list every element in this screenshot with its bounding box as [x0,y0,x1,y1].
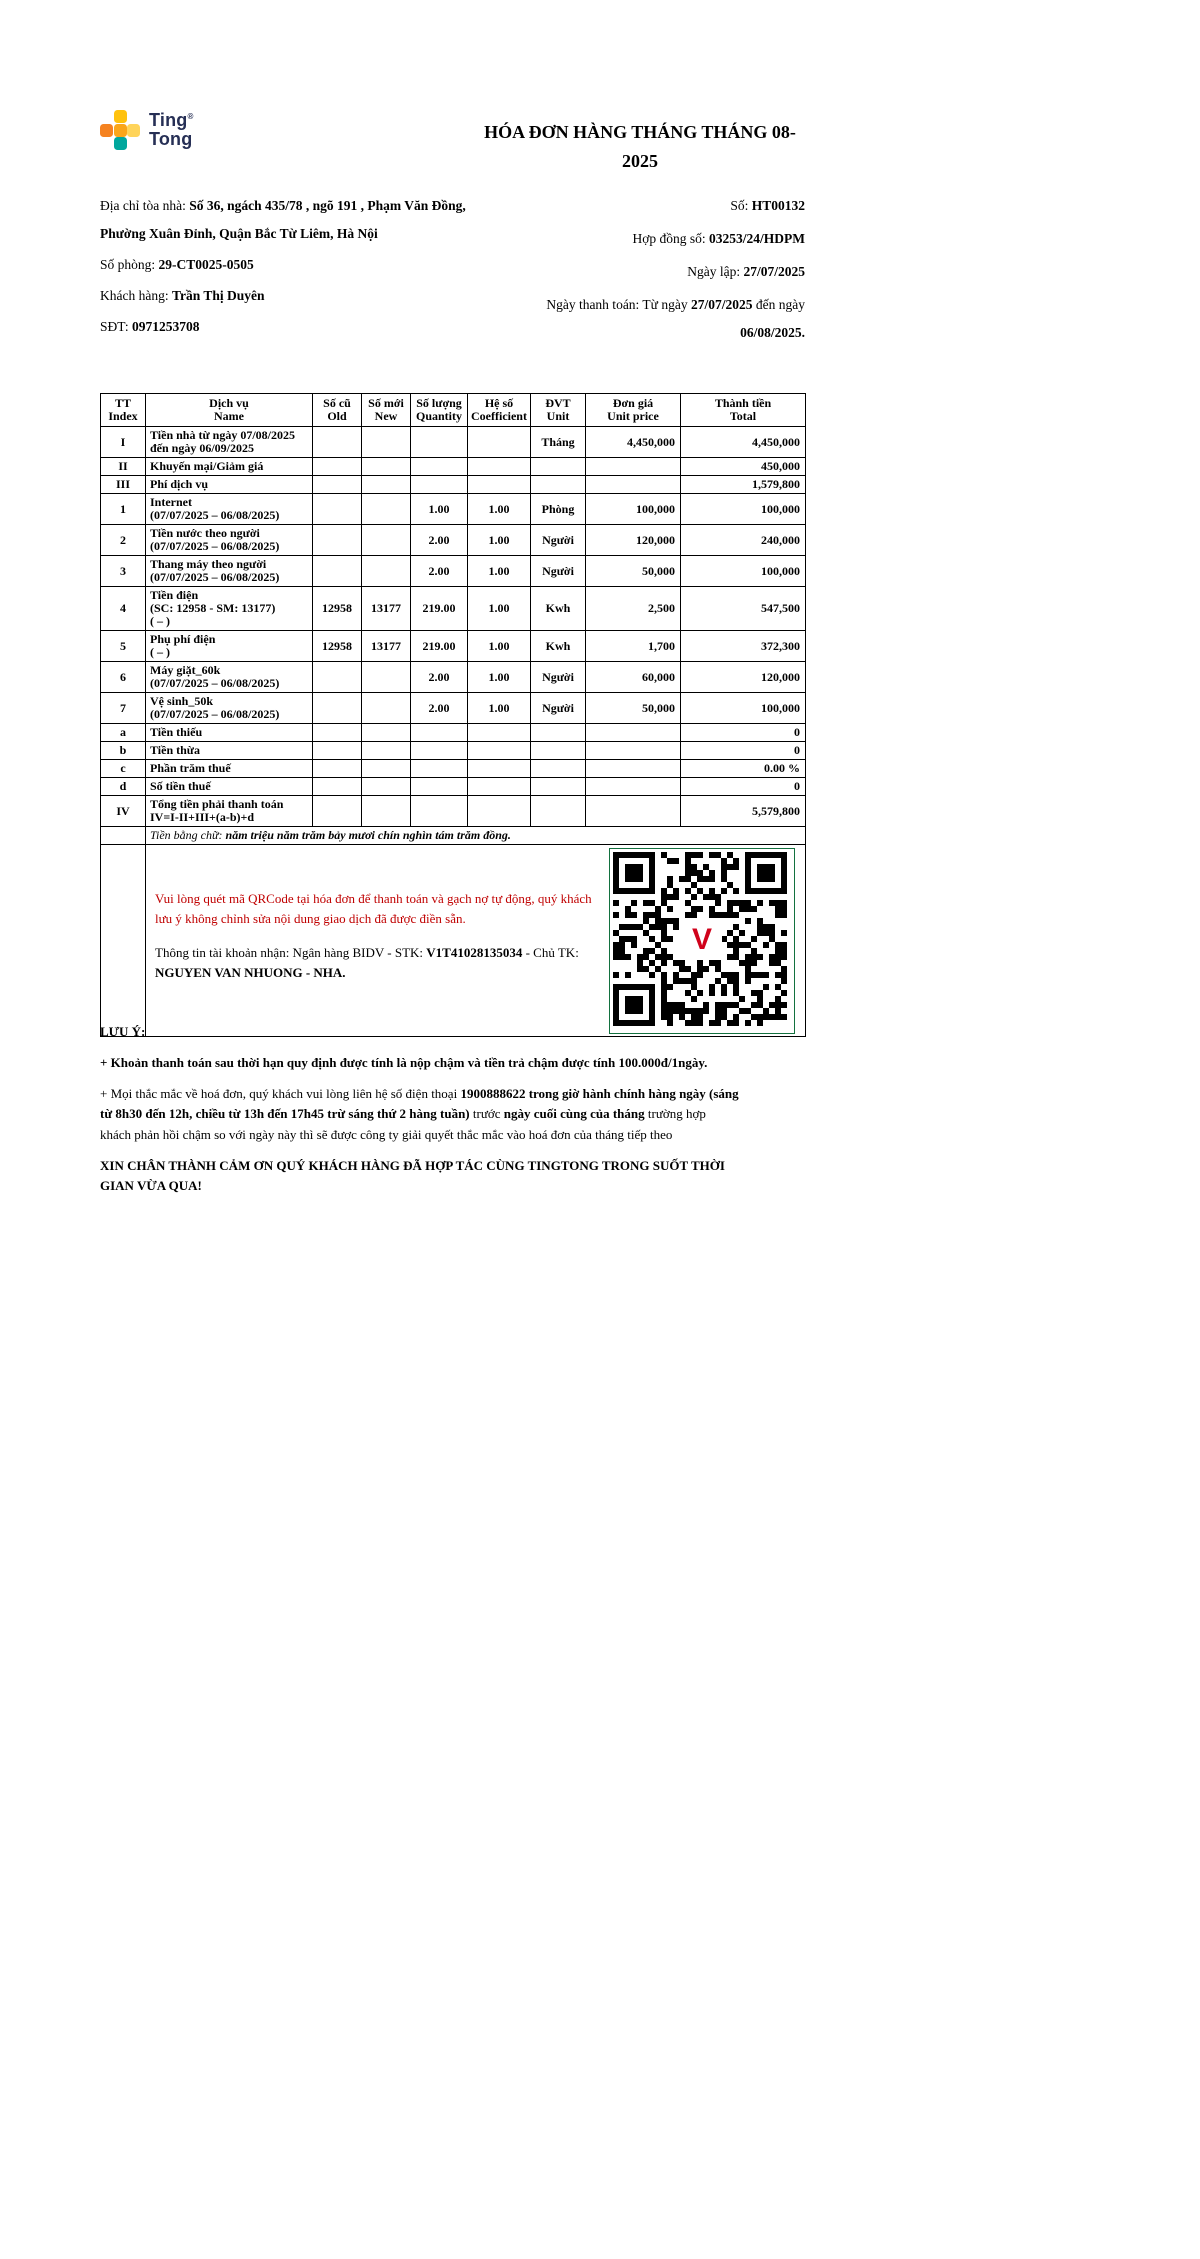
hotline-note-segment: trước [469,1106,504,1122]
cell-new [362,556,411,587]
customer-name-label: Khách hàng: [100,288,172,303]
table-row [101,693,806,724]
cell-price: 50,000 [586,693,681,724]
cell-total: 0 [681,778,806,796]
cell-old [313,494,362,525]
cell-name [146,662,313,693]
service-name-line: Phụ phí điện [150,632,216,646]
logo-line1-wrap [149,111,194,130]
hotline-note-segment: 1900888622 trong giờ hành chính hàng ngày (sáng từ 8h30 đến 12h, chiều từ 13h đến 17h45 trừ sáng thứ 2 hàng tuần) [100,1086,739,1122]
cell-unit: Kwh [531,631,586,662]
column-header-old: Số cũ Old [313,394,362,427]
service-name-line: Internet [150,495,192,509]
late-payment-note: + Khoản thanh toán sau thời hạn quy định được tính là nộp chậm và tiền trả chậm được tính 100.000đ/1ngày. [100,1055,708,1071]
cell-new [362,693,411,724]
cell-coef [468,760,531,778]
cell-new [362,525,411,556]
table-row [101,556,806,587]
table-row [101,662,806,693]
logo-line2: Tong [149,129,193,149]
cell-qty [411,742,468,760]
qr-payment-section [146,845,806,1037]
cell-new [362,427,411,458]
service-name-line: Tiền nước theo người [150,526,260,540]
table-row [101,778,806,796]
cell-new [362,476,411,494]
service-name-line: ( – ) [150,614,170,628]
service-name-line: Tổng tiền phải thanh toán [150,797,284,811]
room-number-label: Số phòng: [100,257,159,272]
cell-coef: 1.00 [468,525,531,556]
cell-total: 5,579,800 [681,796,806,827]
building-address [100,192,495,248]
cell-new [362,494,411,525]
payment-period-label: Ngày thanh toán: Từ ngày [546,297,691,312]
service-name-line: Tiền thiếu [150,725,203,739]
service-name-line: ( – ) [150,645,170,659]
cell-old: 12958 [313,631,362,662]
payment-to-date: 06/08/2025. [740,325,805,340]
invoice-title: HÓA ĐƠN HÀNG THÁNG THÁNG 08-2025 [484,122,796,171]
cell-tt: a [101,724,146,742]
contract-number-value: 03253/24/HDPM [709,231,805,246]
cell-qty [411,427,468,458]
qr-text-block [155,889,605,984]
cell-new [362,662,411,693]
registered-mark: ® [187,112,194,122]
cell-coef: 1.00 [468,587,531,631]
cell-tt: III [101,476,146,494]
column-header-coef: Hệ số Coefficient [468,394,531,427]
building-address-label: Địa chỉ tòa nhà: [100,198,190,213]
cell-total: 100,000 [681,693,806,724]
service-name-line: Khuyến mại/Giảm giá [150,459,264,473]
logo-petal-bottom [114,137,127,150]
cell-old [313,796,362,827]
customer-name-value: Trần Thị Duyên [171,288,265,303]
cell-total: 100,000 [681,556,806,587]
cell-name [146,476,313,494]
cell-total: 372,300 [681,631,806,662]
hotline-note [100,1084,740,1144]
cell-total: 4,450,000 [681,427,806,458]
column-header-name: Dịch vụ Name [146,394,313,427]
cell-new [362,742,411,760]
cell-price: 50,000 [586,556,681,587]
cell-unit: Người [531,662,586,693]
logo-petal-right [127,124,140,137]
phone-number [100,313,495,341]
cell-new [362,796,411,827]
hotline-note-segment: trường hợp khách phản hồi chậm so với ngày này thì sẽ được công ty giải quyết thắc mắc vào hoá đơn của tháng tiếp theo [100,1106,706,1142]
invoice-table [100,393,806,1037]
cell-unit [531,742,586,760]
cell-qty [411,760,468,778]
logo-line1: Ting [149,110,188,131]
contract-number-label: Hợp đồng số: [632,231,709,246]
footer-notes [100,1022,740,1207]
cell-tt: II [101,458,146,476]
cell-qty [411,476,468,494]
cell-name [146,742,313,760]
cell-tt-empty [101,845,146,1037]
cell-new: 13177 [362,631,411,662]
cell-old [313,458,362,476]
cell-qty [411,778,468,796]
column-header-new: Số mới New [362,394,411,427]
cell-qty [411,796,468,827]
cell-price [586,724,681,742]
cell-coef: 1.00 [468,631,531,662]
qr-code [609,848,795,1034]
cell-total: 1,579,800 [681,476,806,494]
service-name-line: Tiền điện [150,588,199,602]
cell-total: 450,000 [681,458,806,476]
service-name-line: đến ngày 06/09/2025 [150,441,255,455]
cell-unit: Tháng [531,427,586,458]
logo-petal-top [114,110,127,123]
service-name-line: Tiền thừa [150,743,200,757]
invoice-number-label: Số: [730,198,752,213]
cell-price [586,458,681,476]
cell-tt: 7 [101,693,146,724]
thanks-note: XIN CHÂN THÀNH CẢM ƠN QUÝ KHÁCH HÀNG ĐÃ HỢP TÁC CÙNG TINGTONG TRONG SUỐT THỜI GIAN VỪA QUA! [100,1157,725,1193]
cell-coef [468,742,531,760]
cell-name [146,556,313,587]
service-name-line: Thang máy theo người [150,557,267,571]
cell-unit: Kwh [531,587,586,631]
cell-unit: Người [531,693,586,724]
cell-coef [468,458,531,476]
cell-price [586,742,681,760]
cell-unit: Người [531,556,586,587]
phone-number-value: 0971253708 [131,319,200,334]
account-mid: - Chủ TK: [522,945,579,961]
cell-coef: 1.00 [468,662,531,693]
table-footer-rows [101,827,806,1037]
table-header [101,394,806,427]
cell-coef: 1.00 [468,693,531,724]
cell-new [362,778,411,796]
cell-tt: 6 [101,662,146,693]
cell-name [146,427,313,458]
cell-total: 120,000 [681,662,806,693]
column-header-price: Đơn giá Unit price [586,394,681,427]
cell-unit [531,796,586,827]
amount-in-words [146,827,806,845]
cell-new [362,724,411,742]
qr-row [101,845,806,1037]
table-header-row [101,394,806,427]
cell-unit: Người [531,525,586,556]
table-row [101,587,806,631]
cell-name [146,494,313,525]
cell-price: 100,000 [586,494,681,525]
cell-name [146,693,313,724]
account-prefix: Thông tin tài khoản nhận: Ngân hàng BIDV - STK: [155,945,427,961]
room-number-value: 29-CT0025-0505 [158,257,254,272]
column-header-qty: Số lượng Quantity [411,394,468,427]
payment-period [505,291,805,347]
cell-price [586,476,681,494]
cell-tt: I [101,427,146,458]
tingtong-flower-icon [100,110,140,150]
cell-coef: 1.00 [468,556,531,587]
cell-old [313,662,362,693]
amount-in-words-row [101,827,806,845]
table-row [101,427,806,458]
cell-coef [468,796,531,827]
cell-coef: 1.00 [468,494,531,525]
cell-unit [531,458,586,476]
cell-old [313,760,362,778]
service-name-line: (07/07/2025 – 06/08/2025) [150,570,280,584]
cell-price: 60,000 [586,662,681,693]
cell-old [313,476,362,494]
table-row [101,476,806,494]
cell-coef [468,778,531,796]
hotline-note-segment: + Mọi thắc mắc về hoá đơn, quý khách vui lòng liên hệ số điện thoại [100,1086,461,1102]
cell-qty: 2.00 [411,556,468,587]
room-number [100,251,495,279]
column-header-total: Thành tiền Total [681,394,806,427]
amount-in-words-label: Tiền bằng chữ: [150,828,226,842]
cell-qty: 2.00 [411,525,468,556]
table-row [101,458,806,476]
cell-old [313,427,362,458]
account-holder: NGUYEN VAN NHUONG - NHA. [155,965,346,981]
cell-price [586,778,681,796]
info-left-column [100,192,495,352]
logo-petal-center [114,124,127,137]
vietqr-logo: V [682,924,722,958]
service-name-line: Tiền nhà từ ngày 07/08/2025 [150,428,296,442]
invoice-number-value: HT00132 [751,198,805,213]
cell-tt: 4 [101,587,146,631]
cell-qty [411,458,468,476]
cell-old [313,724,362,742]
cell-coef [468,476,531,494]
payment-between-text: đến ngày [752,297,805,312]
cell-old [313,525,362,556]
cell-price: 1,700 [586,631,681,662]
cell-tt: IV [101,796,146,827]
invoice-info [100,192,805,352]
cell-total: 100,000 [681,494,806,525]
service-name-line: (07/07/2025 – 06/08/2025) [150,676,280,690]
phone-number-label: SĐT: [100,319,132,334]
cell-tt: c [101,760,146,778]
service-name-line: (07/07/2025 – 06/08/2025) [150,539,280,553]
building-address-value: Số 36, ngách 435/78 , ngõ 191 , Phạm Văn Đồng, Phường Xuân Đỉnh, Quận Bắc Từ Liêm, Hà Nội [100,198,466,241]
cell-total: 0 [681,724,806,742]
service-name-line: Số tiền thuế [150,779,211,793]
cell-qty [411,724,468,742]
cell-name [146,760,313,778]
cell-unit [531,724,586,742]
payment-from-date: 27/07/2025 [691,297,753,312]
invoice-number [505,192,805,220]
note-title: LƯU Ý: [100,1024,146,1039]
service-name-line: (07/07/2025 – 06/08/2025) [150,508,280,522]
cell-total: 547,500 [681,587,806,631]
column-header-tt: TT Index [101,394,146,427]
cell-price: 2,500 [586,587,681,631]
cell-coef [468,427,531,458]
cell-total: 0 [681,742,806,760]
cell-price [586,760,681,778]
issue-date-value: 27/07/2025 [743,264,805,279]
info-right-column [505,192,805,352]
cell-old [313,742,362,760]
cell-price: 4,450,000 [586,427,681,458]
cell-qty: 219.00 [411,587,468,631]
logo-petal-left [100,124,113,137]
cell-total: 0.00 % [681,760,806,778]
tingtong-logo-text [149,111,194,148]
cell-price: 120,000 [586,525,681,556]
account-number: V1T41028135034 [426,945,523,961]
service-name-line: IV=I-II+III+(a-b)+d [150,810,255,824]
cell-tt: 3 [101,556,146,587]
cell-new: 13177 [362,587,411,631]
cell-name [146,724,313,742]
cell-unit [531,476,586,494]
cell-name [146,587,313,631]
cell-price [586,796,681,827]
amount-in-words-value: năm triệu năm trăm bảy mươi chín nghìn tám trăm đồng. [225,828,511,842]
issue-date [505,258,805,286]
cell-qty: 2.00 [411,662,468,693]
cell-qty: 1.00 [411,494,468,525]
cell-tt: b [101,742,146,760]
cell-qty: 219.00 [411,631,468,662]
service-name-line: (07/07/2025 – 06/08/2025) [150,707,280,721]
cell-new [362,458,411,476]
cell-old [313,778,362,796]
service-name-line: Vệ sinh_50k [150,694,214,708]
cell-tt: 5 [101,631,146,662]
issue-date-label: Ngày lập: [687,264,744,279]
table-row [101,525,806,556]
cell-unit: Phòng [531,494,586,525]
table-row [101,760,806,778]
cell-name [146,458,313,476]
table-row [101,494,806,525]
column-header-unit: ĐVT Unit [531,394,586,427]
cell-unit [531,760,586,778]
table-row [101,796,806,827]
customer-name [100,282,495,310]
table-row [101,742,806,760]
cell-unit [531,778,586,796]
cell-tt: 1 [101,494,146,525]
cell-old [313,693,362,724]
cell-qty: 2.00 [411,693,468,724]
cell-total: 240,000 [681,525,806,556]
hotline-note-segment: ngày cuối cùng của tháng [503,1106,645,1122]
cell-coef [468,724,531,742]
table-body [101,427,806,827]
cell-name [146,796,313,827]
cell-name [146,778,313,796]
cell-new [362,760,411,778]
service-name-line: Phí dịch vụ [150,477,209,491]
cell-tt-empty [101,827,146,845]
service-name-line: Máy giặt_60k [150,663,221,677]
bank-account-info [155,943,605,983]
contract-number [505,225,805,253]
cell-old: 12958 [313,587,362,631]
service-name-line: Phần trăm thuế [150,761,231,775]
cell-old [313,556,362,587]
service-name-line: (SC: 12958 - SM: 13177) [150,601,276,615]
cell-name [146,631,313,662]
cell-tt: d [101,778,146,796]
cell-tt: 2 [101,525,146,556]
table-row [101,631,806,662]
cell-name [146,525,313,556]
qr-payment-warning: Vui lòng quét mã QRCode tại hóa đơn để thanh toán và gạch nợ tự động, quý khách lưu ý không chỉnh sửa nội dung giao dịch đã được điền sẵn. [155,891,592,927]
table-row [101,724,806,742]
tingtong-logo [100,110,194,150]
